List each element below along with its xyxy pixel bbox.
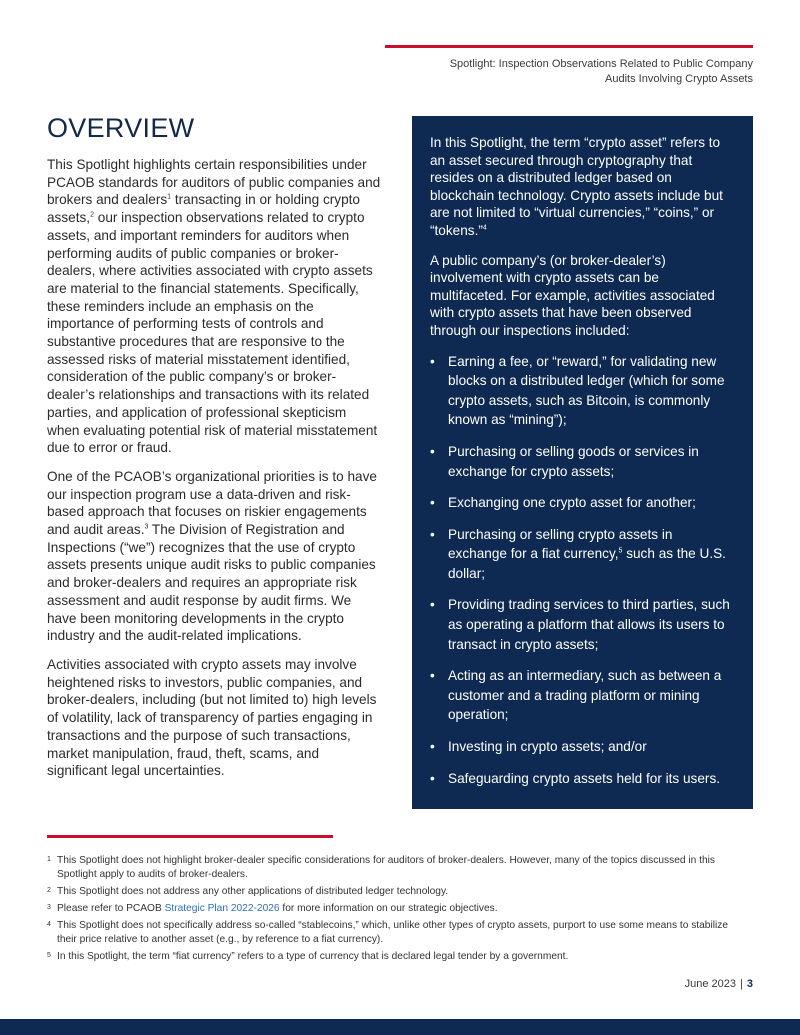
list-item [430,595,735,654]
page-footer [685,978,753,990]
running-header-line-1: Spotlight: Inspection Observations Related to Public Company [449,58,753,70]
sidebar-p1-text: In this Spotlight, the term “crypto asset” refers to an asset secured through cryptography that resides on a distributed ledger based on blockchain technology. Crypto assets include but are not limited to “virtual currencies,” “coins,” or “tokens.” [430,135,723,238]
overview-paragraph-1 [47,156,382,457]
footnote-ref-4: 4 [482,224,487,232]
header-accent-rule [385,45,753,48]
list-item [430,666,735,725]
list-item-text-tail: such as the U.S. dollar; [448,546,726,581]
footnote-ref-2: 2 [90,211,94,219]
p1-text-a: This Spotlight highlights certain responsibilities under PCAOB standards for auditors of public companies and brokers and dealers [47,157,381,208]
list-item [430,493,735,513]
footnote-ref-1: 1 [167,193,172,201]
publication-date: June 2023 [684,978,737,990]
list-item-text: Exchanging one crypto asset for another; [448,495,696,511]
bullet-icon: • [430,739,435,755]
p1-text-c: our inspection observations related to crypto assets, and important reminders for auditors when performing audits of public companies or broker-dealers, where activities associated with crypto assets are material to the financial statements. Specifically, these reminders include an emphasis on the importance of performing tests of controls and substantive procedures that are responsive to the assessed risks of material misstatement identified, consideration of the public company’s or broker-dealer’s relationships and transactions with its related parties, and application of professional skepticism when evaluating potential risk of material misstatement due to error or fraud. [47,210,378,456]
footnote-number: 2 [47,887,51,894]
footnote-3 [47,902,747,916]
footnote-4 [47,919,747,947]
footnote-ref-3: 3 [144,523,149,531]
p1-text-b: transacting in or holding crypto assets, [47,192,360,226]
running-header-line-2: Audits Involving Crypto Assets [605,73,753,85]
sidebar-paragraph-2: A public company’s (or broker-dealer’s) involvement with crypto assets can be multifaceted. For example, activities associated with crypto assets that have been observed through our inspections included: [430,252,715,338]
list-item-text: Safeguarding crypto assets held for its users. [448,770,721,786]
footnote-text-tail: for more information on our strategic objectives. [279,903,498,914]
page-number: 3 [746,978,753,990]
activities-list [430,352,735,789]
list-item [430,442,735,481]
list-item [430,737,735,757]
list-item-text: Providing trading services to third parties, such as operating a platform that allows its users to transact in crypto assets; [448,597,730,652]
definition-sidebar [412,116,753,809]
bullet-icon: • [430,668,435,684]
footnote-text: This Spotlight does not highlight broker-dealer specific considerations for auditors of broker-dealers. However, many of the topics discussed in this Spotlight apply to audits of broker-dealers. [57,855,715,880]
footer-separator: | [740,978,743,990]
p2-text-a: One of the PCAOB’s organizational priorities is to have our inspection program use a data-driven and risk-based approach that focuses on riskier engagements and audit areas. [47,468,377,538]
p2-text-b: The Division of Registration and Inspections (“we”) recognizes that the use of crypto assets presents unique audit risks to public companies and broker-dealers and requires an appropriate risk assessment and audit response by audit firms. We have been monitoring developments in the crypto industry and the audit-related implications. [47,522,376,644]
strategic-plan-link[interactable]: Strategic Plan 2022-2026 [164,903,280,914]
list-item-text: Purchasing or selling goods or services in exchange for crypto assets; [448,443,699,479]
overview-paragraph-2 [47,468,382,645]
overview-body [47,156,382,791]
footnote-number: 5 [47,952,51,959]
bullet-icon: • [430,353,435,369]
sidebar-paragraph-1 [430,134,735,240]
list-item-text: Investing in crypto assets; and/or [448,739,647,755]
list-item [430,352,735,430]
footnote-text: This Spotlight does not specifically address so-called “stablecoins,” which, unlike other types of crypto assets, purport to use some means to stabilize their price relative to another asset (e.g., by reference to a fiat currency). [57,920,729,945]
bullet-icon: • [430,443,435,459]
list-item [430,525,735,584]
bullet-icon: • [430,526,435,542]
bullet-icon: • [430,495,435,511]
list-item-text: Earning a fee, or “reward,” for validating new blocks on a distributed ledger (which for some crypto assets, such as Bitcoin, is commonly known as “mining”); [448,353,725,428]
footnote-1 [47,854,747,882]
footnote-ref-5: 5 [618,547,623,555]
list-item-text: Purchasing or selling crypto assets in exchange for a fiat currency, [448,526,673,562]
bullet-icon: • [430,770,435,786]
section-title: OVERVIEW [47,113,195,143]
footnote-5 [47,950,747,964]
footnote-number: 4 [47,921,51,928]
list-item-text: Acting as an intermediary, such as between a customer and a trading platform or mining operation; [448,668,722,723]
bottom-band [0,1019,800,1035]
footnote-number: 3 [47,904,51,911]
list-item [430,769,735,789]
footnotes [47,854,747,967]
footnote-number: 1 [47,856,51,863]
running-header [393,57,753,87]
footnote-2 [47,885,747,899]
overview-paragraph-3: Activities associated with crypto assets may involve heightened risks to investors, public companies, and broker-dealers, including (but not limited to) high levels of volatility, lack of transparency of parties engaging in transactions and the purpose of such transactions, market manipulation, fraud, theft, scams, and significant legal uncertainties. [47,656,377,779]
footnote-text: In this Spotlight, the term “fiat currency” refers to a type of currency that is declared legal tender by a government. [57,951,569,962]
footnote-divider [47,835,333,838]
footnote-text: This Spotlight does not address any other applications of distributed ledger technology. [57,886,449,897]
footnote-text: Please refer to PCAOB [57,903,165,914]
bullet-icon: • [430,597,435,613]
